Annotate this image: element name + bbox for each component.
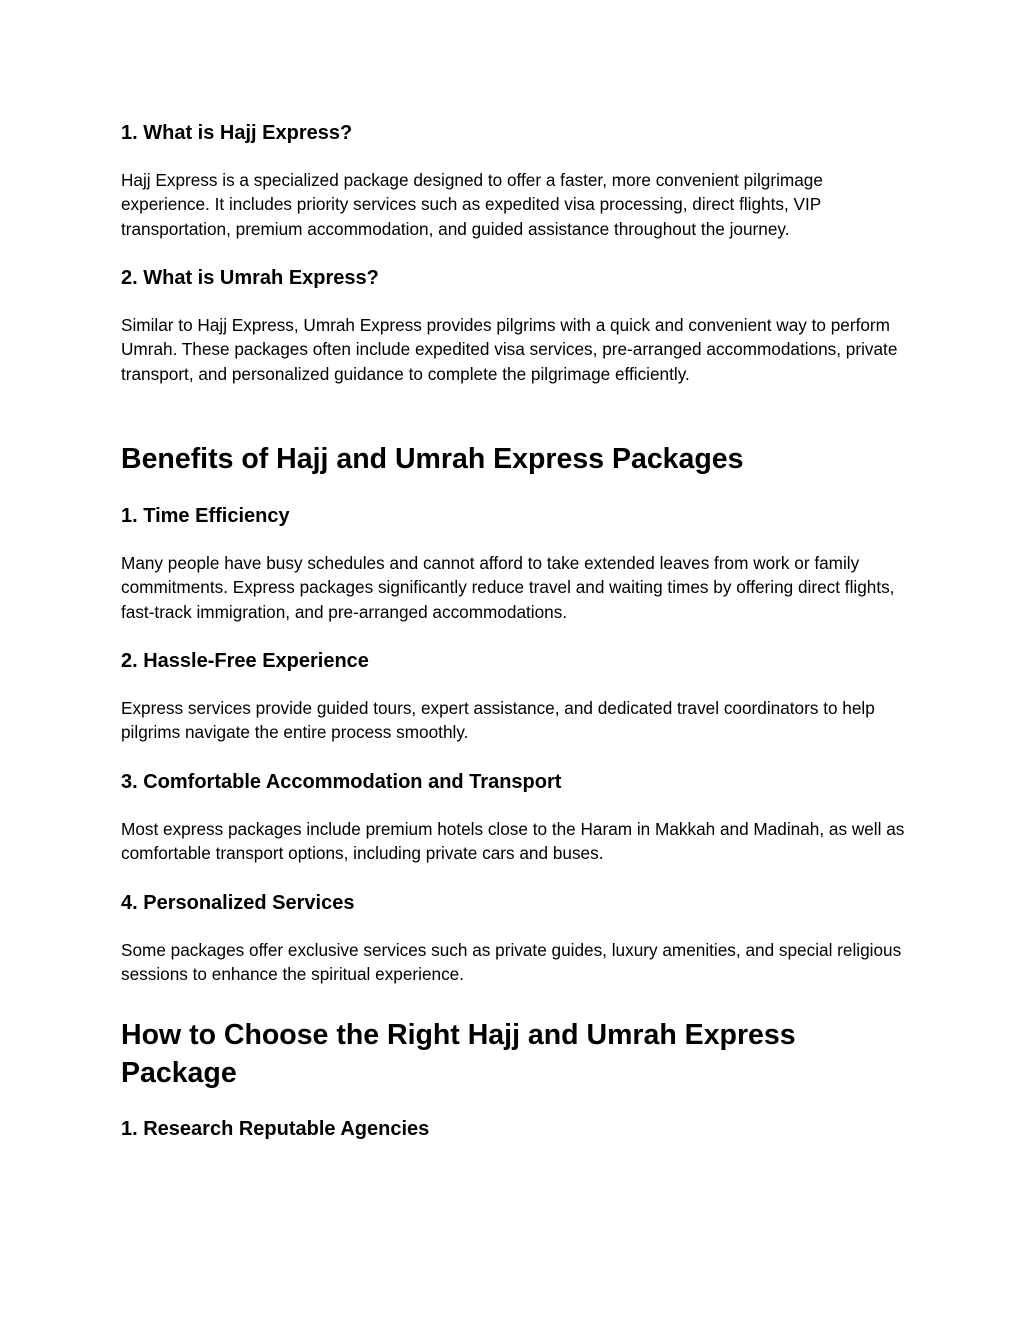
section-heading-hassle-free: 2. Hassle-Free Experience — [121, 650, 369, 672]
title-benefits: Benefits of Hajj and Umrah Express Packages — [121, 443, 744, 475]
section-heading-time-efficiency: 1. Time Efficiency — [121, 505, 290, 527]
paragraph-hassle-free: Express services provide guided tours, expert assistance, and dedicated travel coordinators to help pilgrims navigate the entire process smoothly. — [121, 698, 875, 743]
paragraph-personalized-services: Some packages offer exclusive services such as private guides, luxury amenities, and special religious sessions to enhance the spiritual experience. — [121, 940, 902, 985]
title-how-to-choose: How to Choose the Right Hajj and Umrah Express Package — [121, 1019, 796, 1089]
section-heading-research-agencies: 1. Research Reputable Agencies — [121, 1118, 430, 1140]
paragraph-accommodation-transport: Most express packages include premium hotels close to the Haram in Makkah and Madinah, as well as comfortable transport options, including private cars and buses. — [121, 819, 905, 864]
paragraph-hajj-express: Hajj Express is a specialized package designed to offer a faster, more convenient pilgrimage experience. It includes priority services such as expedited visa processing, direct flights, VIP transportation, premium accommodation, and guided assistance throughout the journey. — [121, 170, 823, 239]
paragraph-umrah-express: Similar to Hajj Express, Umrah Express provides pilgrims with a quick and convenient way to perform Umrah. These packages often include expedited visa services, pre-arranged accommodations, private transport, and personalized guidance to complete the pilgrimage efficiently. — [121, 315, 898, 384]
section-heading-personalized-services: 4. Personalized Services — [121, 892, 355, 914]
section-heading-what-is-umrah-express: 2. What is Umrah Express? — [121, 267, 379, 289]
paragraph-time-efficiency: Many people have busy schedules and cannot afford to take extended leaves from work or family commitments. Express packages significantly reduce travel and waiting times by offering direct flights, fast-track immigration, and pre-arranged accommodations. — [121, 553, 895, 622]
section-heading-accommodation-transport: 3. Comfortable Accommodation and Transport — [121, 771, 562, 793]
section-heading-what-is-hajj-express: 1. What is Hajj Express? — [121, 122, 353, 144]
